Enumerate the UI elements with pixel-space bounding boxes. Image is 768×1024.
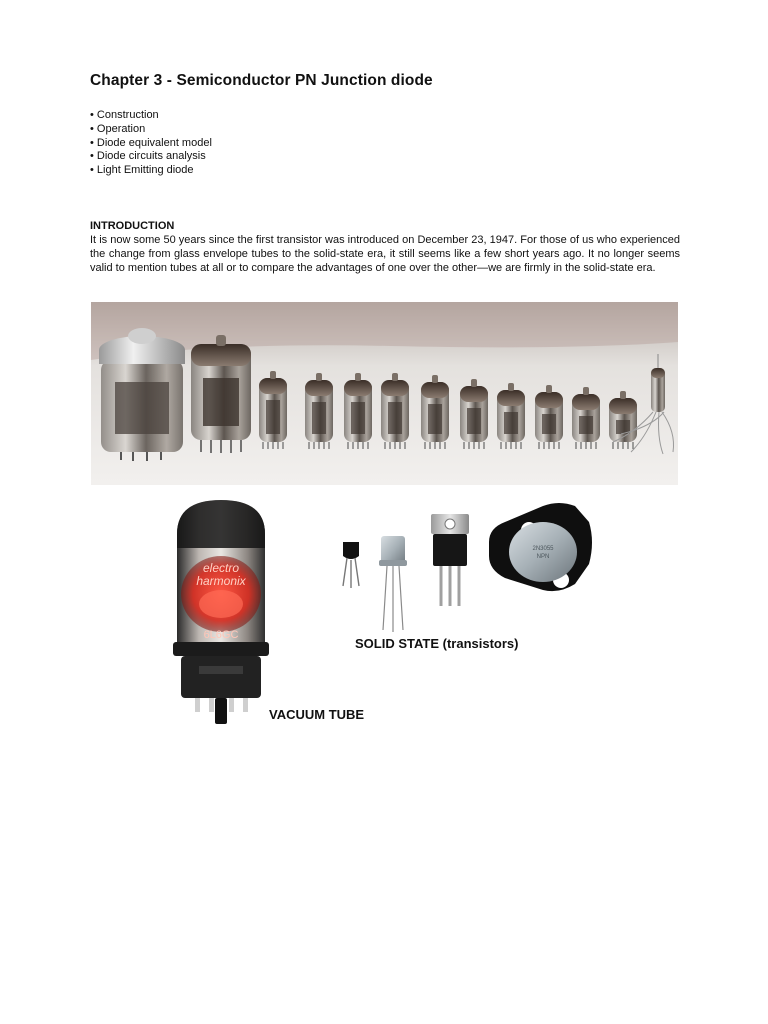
vacuum-tube-small	[497, 383, 525, 449]
svg-text:6L6GC: 6L6GC	[203, 629, 239, 641]
svg-text:harmonix: harmonix	[196, 574, 246, 588]
page-title: Chapter 3 - Semiconductor PN Junction diode	[90, 72, 433, 89]
vacuum-tube-large	[99, 328, 185, 461]
vacuum-tube-small	[344, 373, 372, 449]
vacuum-tube-medium	[191, 335, 251, 453]
list-item: • Operation	[90, 123, 212, 137]
intro-paragraph: It is now some 50 years since the first transistor was introduced on December 23, 1947. For those of us who experienced the change from glass envelope tubes to the solid-state era, it still seems like a few short years ago. It no longer seems valid to mention tubes at all or to compare the advantages of one over the other—we are firmly in the solid-state era.	[90, 234, 680, 274]
vacuum-tube-small	[609, 391, 637, 449]
svg-text:NPN: NPN	[536, 554, 550, 560]
vacuum-tube-small	[381, 373, 409, 449]
vacuum-tube-small	[421, 375, 449, 449]
topic-list	[90, 109, 212, 178]
solid-state-label: SOLID STATE (transistors)	[355, 636, 519, 651]
svg-text:electro: electro	[202, 561, 240, 575]
vacuum-tube-image	[173, 500, 269, 724]
vacuum-tube-label: VACUUM TUBE	[269, 707, 365, 722]
list-item: • Light Emitting diode	[90, 164, 212, 178]
tube-vs-transistor-photo	[171, 494, 595, 730]
tubes-row-photo	[91, 302, 678, 485]
vacuum-tube-small	[535, 385, 563, 449]
list-item: • Diode equivalent model	[90, 137, 212, 151]
list-item: • Diode circuits analysis	[90, 150, 212, 164]
svg-text:2N3055: 2N3055	[532, 546, 554, 552]
vacuum-tube-small	[460, 379, 488, 449]
section-heading: INTRODUCTION	[90, 220, 175, 232]
vacuum-tube-small	[572, 387, 600, 449]
vacuum-tube-small	[259, 371, 287, 449]
list-item: • Construction	[90, 109, 212, 123]
vacuum-tube-small	[305, 373, 333, 449]
